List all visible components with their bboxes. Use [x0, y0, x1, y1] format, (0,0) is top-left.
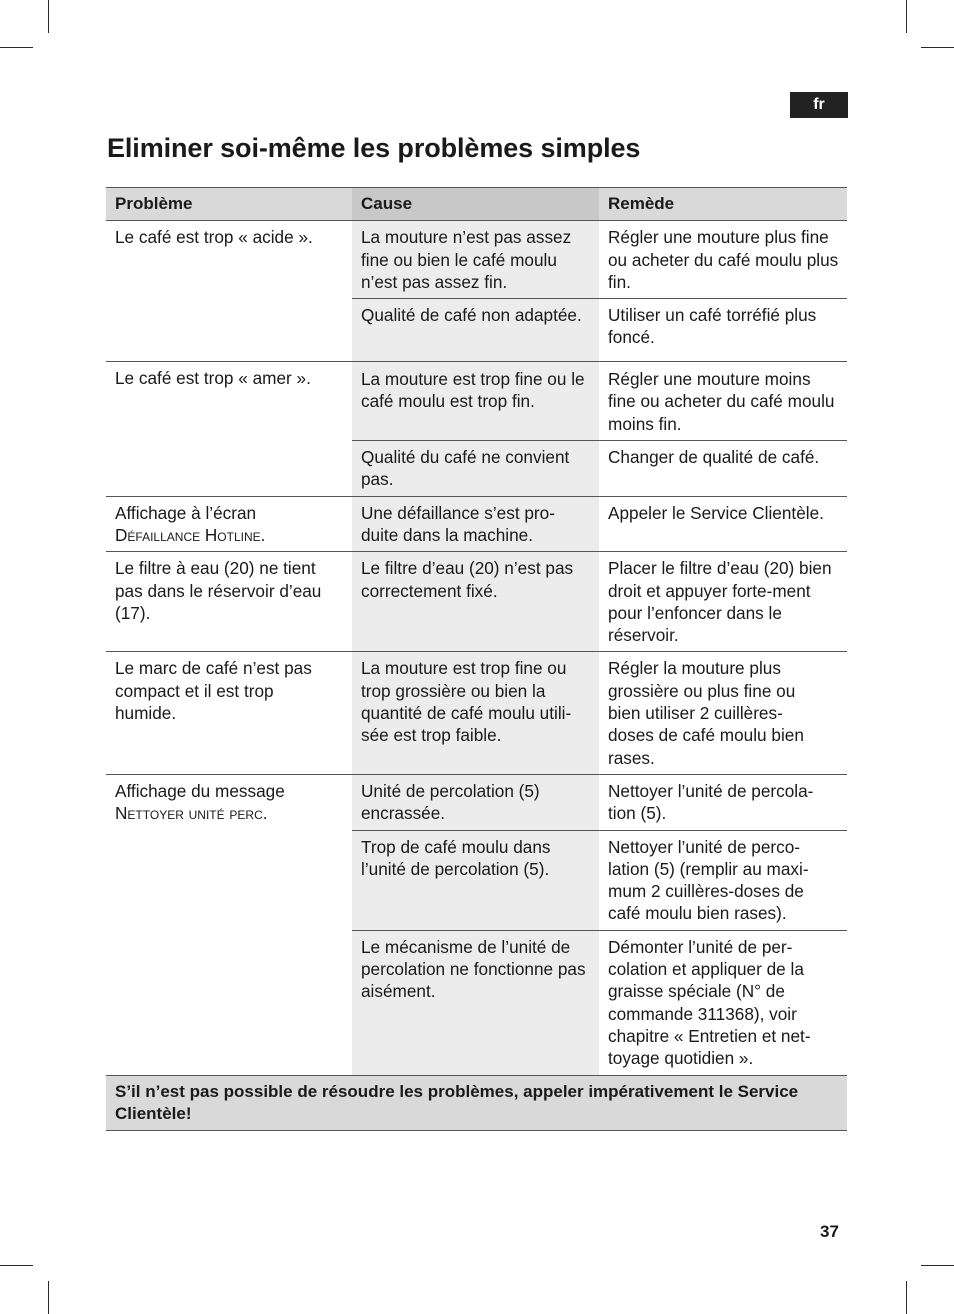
crop-mark: [906, 0, 907, 33]
cause-cell: Qualité du café ne convient pas.: [352, 441, 599, 497]
problem-cell: [106, 774, 352, 1075]
page-number: 37: [820, 1222, 839, 1241]
remedy-cell: Utiliser un café torréfié plus foncé.: [599, 299, 847, 362]
cause-cell: Le filtre d’eau (20) n’est pas correctement fixé.: [352, 552, 599, 652]
cause-cell: La mouture est trop fine ou le café moulu est trop fin.: [352, 362, 599, 441]
remedy-cell: Appeler le Service Clientèle.: [599, 496, 847, 552]
language-badge: fr: [790, 92, 848, 118]
troubleshooting-table: [106, 187, 847, 1131]
table-footer-row: [106, 1075, 847, 1130]
problem-cell: Le filtre à eau (20) ne tient pas dans le réservoir d’eau (17).: [106, 552, 352, 652]
table-row: [106, 774, 847, 830]
table-row: [106, 496, 847, 552]
remedy-cell: Changer de qualité de café.: [599, 441, 847, 497]
display-message: Nettoyer unité perc.: [115, 803, 268, 824]
header-problem: Problème: [106, 188, 352, 221]
crop-mark: [921, 47, 954, 48]
cause-cell: Trop de café moulu dans l’unité de percolation (5).: [352, 830, 599, 930]
problem-text: Affichage du message: [115, 780, 285, 801]
problem-cell: Le marc de café n’est pas compact et il est trop humide.: [106, 652, 352, 774]
remedy-cell: Régler une mouture plus fine ou acheter du café moulu plus fin.: [599, 221, 847, 299]
crop-mark: [48, 1281, 49, 1314]
table-row: [106, 221, 847, 299]
cause-cell: Unité de percolation (5) encrassée.: [352, 774, 599, 830]
table-row: [106, 652, 847, 774]
page-title: Eliminer soi-même les problèmes simples: [107, 133, 641, 163]
display-message: Défaillance Hotline.: [115, 524, 266, 545]
cause-cell: La mouture n’est pas assez fine ou bien le café moulu n’est pas assez fin.: [352, 221, 599, 299]
table-row: [106, 552, 847, 652]
problem-cell: Le café est trop « acide ».: [106, 221, 352, 362]
header-cause: Cause: [352, 188, 599, 221]
header-remedy: Remède: [599, 188, 847, 221]
crop-mark: [0, 47, 33, 48]
problem-text: Affichage à l’écran: [115, 502, 257, 523]
crop-mark: [48, 0, 49, 33]
remedy-cell: Placer le filtre d’eau (20) bien droit et appuyer forte-ment pour l’enfoncer dans le réservoir.: [599, 552, 847, 652]
table-header-row: [106, 188, 847, 221]
remedy-cell: Démonter l’unité de per-colation et appliquer de la graisse spéciale (N° de commande 311368), voir chapitre « Entretien et net-toyage quotidien ».: [599, 930, 847, 1075]
crop-mark: [0, 1265, 33, 1266]
remedy-cell: Régler la mouture plus grossière ou plus fine ou bien utiliser 2 cuillères-doses de café moulu bien rases.: [599, 652, 847, 774]
cause-cell: Le mécanisme de l’unité de percolation ne fonctionne pas aisément.: [352, 930, 599, 1075]
problem-cell: Le café est trop « amer ».: [106, 362, 352, 496]
crop-mark: [906, 1281, 907, 1314]
cause-cell: La mouture est trop fine ou trop grossière ou bien la quantité de café moulu utili-sée est trop faible.: [352, 652, 599, 774]
remedy-cell: Régler une mouture moins fine ou acheter du café moulu moins fin.: [599, 362, 847, 441]
cause-cell: Une défaillance s’est pro-duite dans la machine.: [352, 496, 599, 552]
remedy-cell: Nettoyer l’unité de perco-lation (5) (remplir au maxi-mum 2 cuillères-doses de café moulu bien rases).: [599, 830, 847, 930]
crop-mark: [921, 1265, 954, 1266]
problem-cell: [106, 496, 352, 552]
cause-cell: Qualité de café non adaptée.: [352, 299, 599, 362]
table-row: [106, 362, 847, 441]
remedy-cell: Nettoyer l’unité de percola-tion (5).: [599, 774, 847, 830]
footer-note: S’il n’est pas possible de résoudre les problèmes, appeler impérativement le Service Clientèle!: [106, 1075, 847, 1130]
